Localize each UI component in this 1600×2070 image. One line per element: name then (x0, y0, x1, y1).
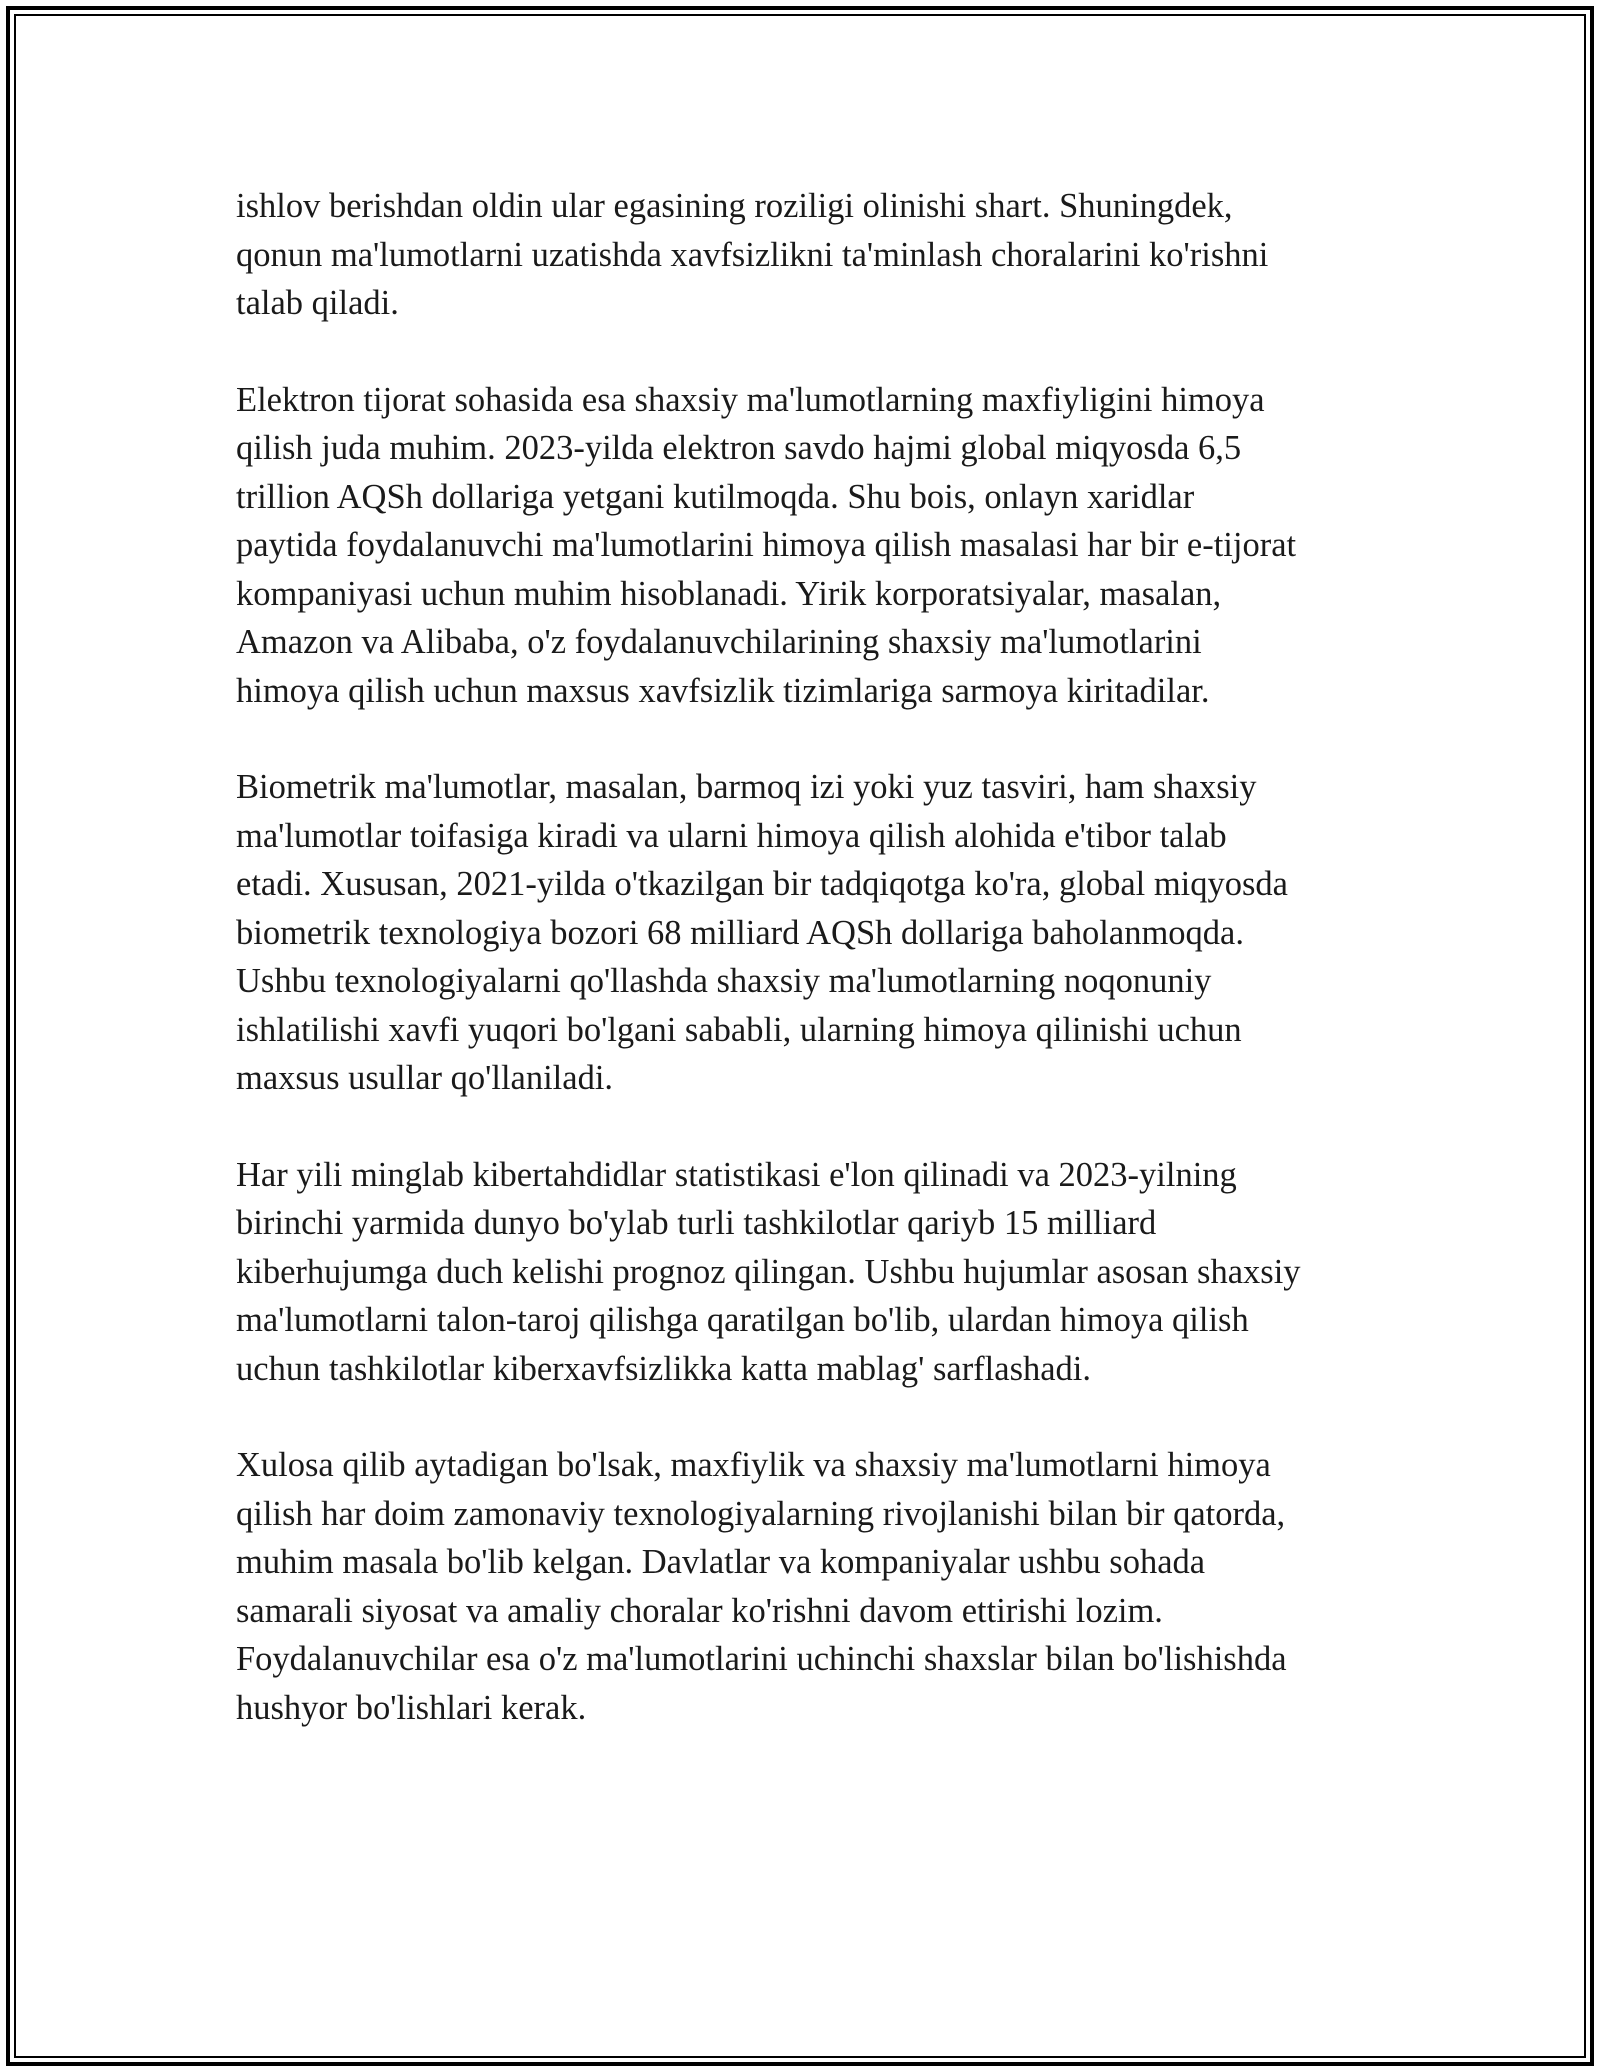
paragraph-conclusion: Xulosa qilib aytadigan bo'lsak, maxfiylik va shaxsiy ma'lumotlarni himoya qilish har doim zamonaviy texnologiyalarning rivojlanishi bilan bir qatorda, muhim masala bo'lib kelgan. Davlatlar va kompaniyalar ushbu sohada samarali siyosat va amaliy choralar ko'rishni davom ettirishi lozim. Foydalanuvchilar esa o'z ma'lumotlarini uchinchi shaxslar bilan bo'lishishda hushyor bo'lishlari kerak. (236, 1446, 1287, 1727)
document-body (236, 182, 1376, 1780)
paragraph-consent: ishlov berishdan oldin ular egasining roziligi olinishi shart. Shuningdek, qonun ma'lumotlarni uzatishda xavfsizlikni ta'minlash choralarini ko'rishni talab qiladi. (236, 187, 1269, 322)
paragraph-biometrics: Biometrik ma'lumotlar, masalan, barmoq izi yoki yuz tasviri, ham shaxsiy ma'lumotlar toifasiga kiradi va ularni himoya qilish alohida e'tibor talab etadi. Xususan, 2021-yilda o'tkazilgan bir tadqiqotga ko'ra, global miqyosda biometrik texnologiya bozori 68 milliard AQSh dollariga baholanmoqda. Ushbu texnologiyalarni qo'llashda shaxsiy ma'lumotlarning noqonuniy ishlatilishi xavfi yuqori bo'lgani sababli, ularning himoya qilinishi uchun maxsus usullar qo'llaniladi. (236, 768, 1288, 1097)
paragraph-cyberthreats: Har yili minglab kibertahdidlar statistikasi e'lon qilinadi va 2023-yilning birinchi yarmida dunyo bo'ylab turli tashkilotlar qariyb 15 milliard kiberhujumga duch kelishi prognoz qilingan. Ushbu hujumlar asosan shaxsiy ma'lumotlarni talon-taroj qilishga qaratilgan bo'lib, ulardan himoya qilish uchun tashkilotlar kiberxavfsizlikka katta mablag' sarflashadi. (236, 1155, 1301, 1388)
paragraph-ecommerce: Elektron tijorat sohasida esa shaxsiy ma'lumotlarning maxfiyligini himoya qilish juda muhim. 2023-yilda elektron savdo hajmi global miqyosda 6,5 trillion AQSh dollariga yetgani kutilmoqda. Shu bois, onlayn xaridlar paytida foydalanuvchi ma'lumotlarini himoya qilish masalasi har bir e-tijorat kompaniyasi uchun muhim hisoblanadi. Yirik korporatsiyalar, masalan, Amazon va Alibaba, o'z foydalanuvchilarining shaxsiy ma'lumotlarini himoya qilish uchun maxsus xavfsizlik tizimlariga sarmoya kiritadilar. (236, 380, 1297, 710)
